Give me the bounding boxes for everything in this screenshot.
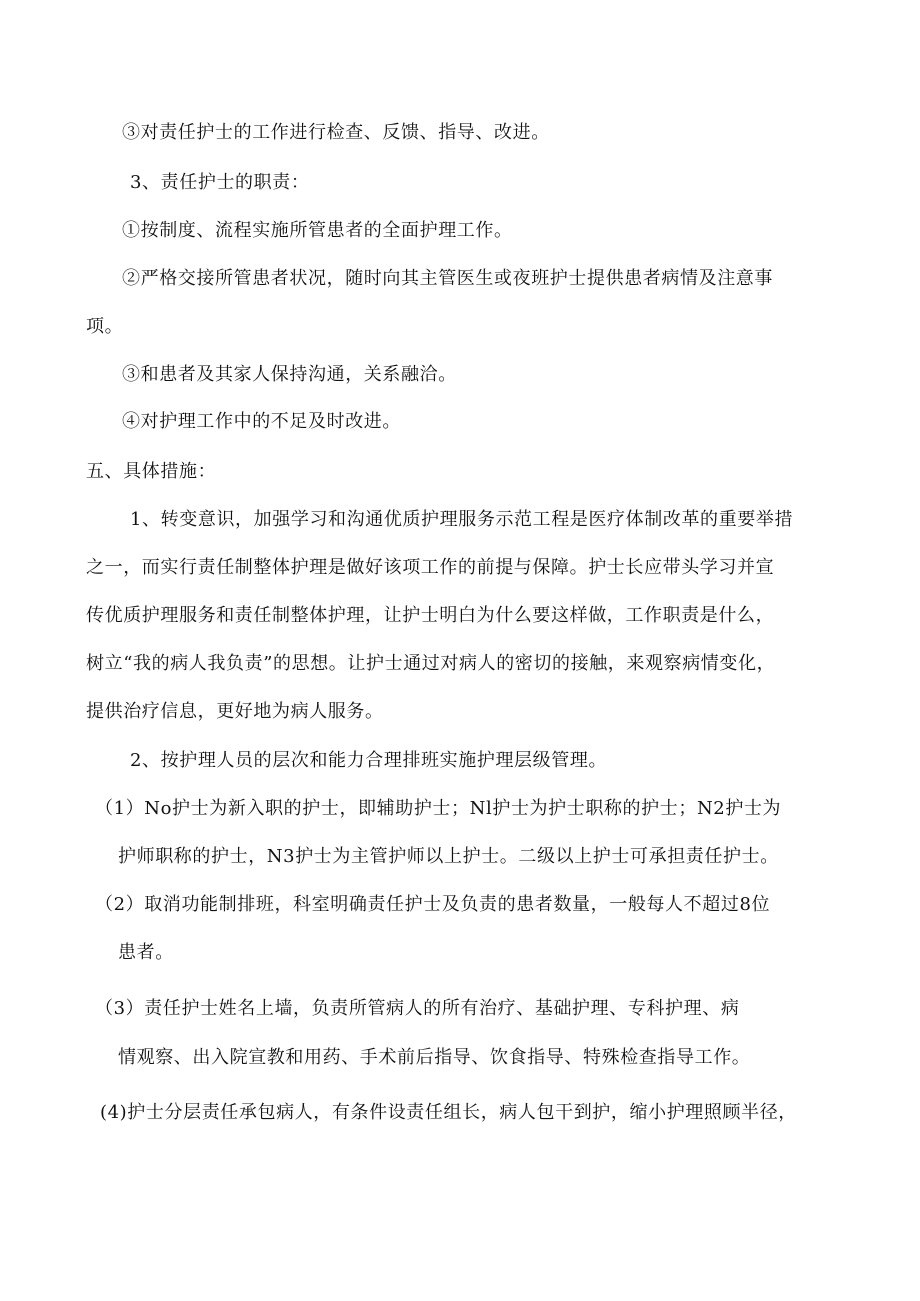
text-line-2: 3、责任护士的职责：	[130, 172, 310, 193]
text-line-3: ①按制度、流程实施所管患者的全面护理工作。	[122, 220, 513, 241]
section-heading: 五、具体措施：	[86, 461, 217, 482]
text-line-20: 情观察、出入院宣教和用药、手术前后指导、饮食指导、特殊检查指导工作。	[118, 1047, 751, 1068]
text-line-9: 1、转变意识，加强学习和沟通优质护理服务示范工程是医疗体制改革的重要举措	[130, 509, 794, 530]
text-line-11: 传优质护理服务和责任制整体护理，让护士明白为什么要这样做，工作职责是什么，	[86, 605, 775, 626]
text-line-13: 提供治疗信息，更好地为病人服务。	[86, 701, 384, 722]
text-line-6: ③和患者及其家人保持沟通，关系融洽。	[122, 364, 457, 385]
text-line-10: 之一，而实行责任制整体护理是做好该项工作的前提与保障。护士长应带头学习并宣	[86, 557, 775, 578]
text-line-1: ③对责任护士的工作进行检查、反馈、指导、改进。	[122, 122, 550, 143]
text-line-15: （1）No护士为新入职的护士，即辅助护士；Nl护士为护士职称的护士；N2护士为	[95, 798, 782, 819]
text-line-21: (4)护士分层责任承包病人，有条件设责任组长，病人包干到护，缩小护理照顾半径，	[100, 1102, 797, 1123]
text-line-16: 护师职称的护士，N3护士为主管护师以上护士。二级以上护士可承担责任护士。	[118, 846, 779, 867]
text-line-17: （2）取消功能制排班，科室明确责任护士及负责的患者数量，一般每人不超过8位	[95, 894, 771, 915]
text-line-19: （3）责任护士姓名上墙，负责所管病人的所有治疗、基础护理、专科护理、病	[95, 998, 740, 1019]
text-line-4: ②严格交接所管患者状况，随时向其主管医生或夜班护士提供患者病情及注意事	[122, 268, 773, 289]
text-line-5: 项。	[86, 316, 124, 337]
text-line-12: 树立“我的病人我负责”的思想。让护士通过对病人的密切的接触，来观察病情变化，	[86, 653, 776, 674]
text-line-7: ④对护理工作中的不足及时改进。	[122, 411, 401, 432]
text-line-18: 患者。	[118, 942, 174, 963]
text-line-14: 2、按护理人员的层次和能力合理排班实施护理层级管理。	[130, 750, 608, 771]
